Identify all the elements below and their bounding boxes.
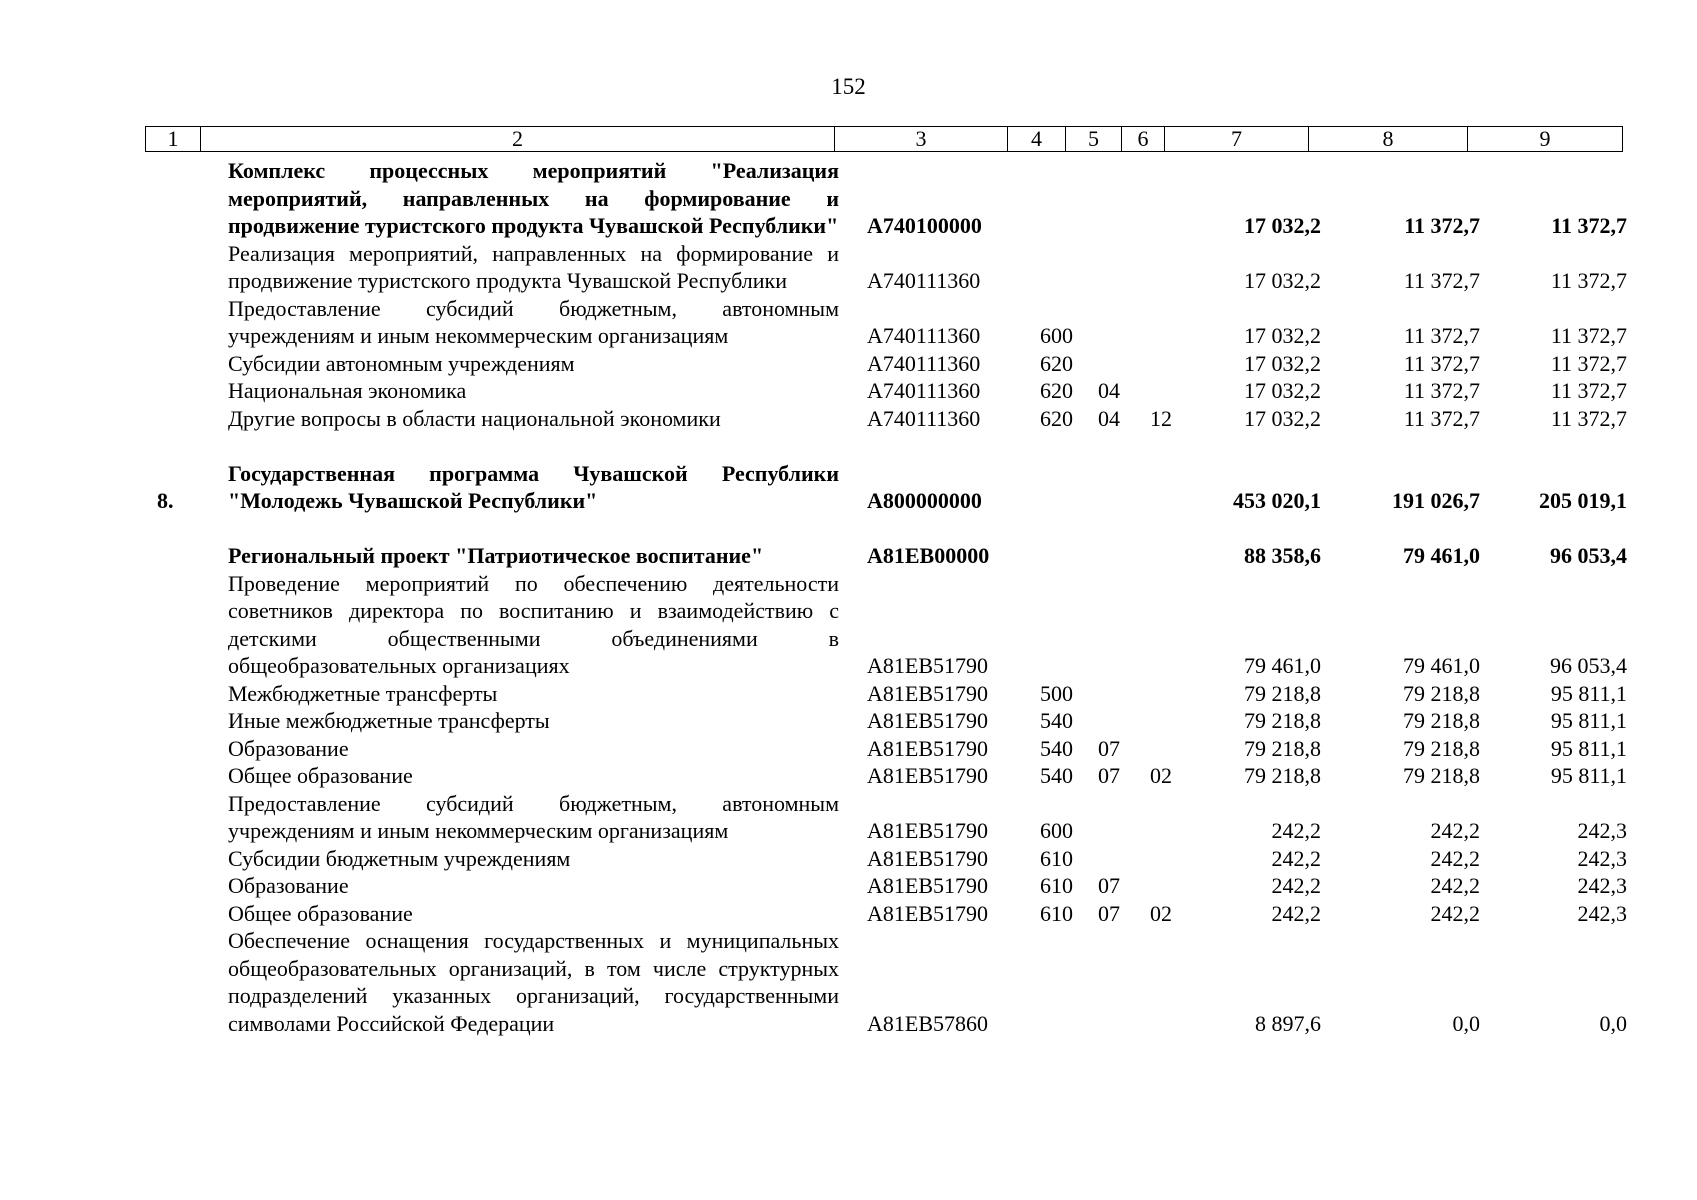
row-value-col7: 88 358,6 xyxy=(1244,543,1321,568)
row-value-col7: 453 020,1 xyxy=(1233,488,1321,513)
row-code: А81ЕВ51790 xyxy=(867,873,988,898)
row-vr: 620 xyxy=(1040,350,1073,376)
table-row xyxy=(145,680,1635,708)
row-code: А740111360 xyxy=(867,378,981,403)
row-name: Образование xyxy=(228,735,349,761)
row-value-col9: 242,3 xyxy=(1577,818,1627,843)
row-name: Государственная программа Чувашской Республики "Молодежь Чувашской Республики" xyxy=(228,460,839,513)
row-vr: 610 xyxy=(1040,845,1073,871)
row-value-col8: 11 372,7 xyxy=(1403,323,1480,348)
table-row xyxy=(145,405,1635,433)
row-code: А81ЕВ51790 xyxy=(867,900,988,926)
row-value-col9: 95 811,1 xyxy=(1550,708,1627,733)
table-row xyxy=(145,735,1635,763)
row-code: А81ЕВ51790 xyxy=(867,680,988,706)
row-rz: 04 xyxy=(1098,405,1120,431)
header-cell-4: 4 xyxy=(1007,127,1065,151)
row-value-col8: 11 372,7 xyxy=(1404,213,1480,238)
row-name: Реализация мероприятий, направленных на формирование и продвижение туристского продукта Чувашской Республики xyxy=(228,240,839,293)
table-row xyxy=(145,570,1635,680)
row-vr: 620 xyxy=(1040,405,1073,431)
row-vr: 540 xyxy=(1040,763,1073,788)
row-number: 8. xyxy=(157,488,174,513)
row-code: А81ЕВ51790 xyxy=(867,653,988,678)
row-vr: 540 xyxy=(1040,708,1073,733)
row-code: А740111360 xyxy=(867,323,981,348)
row-value-col8: 79 218,8 xyxy=(1403,735,1480,761)
row-value-col8: 79 218,8 xyxy=(1403,763,1480,788)
row-name: Региональный проект "Патриотическое воспитание" xyxy=(228,543,764,568)
row-value-col8: 79 461,0 xyxy=(1403,543,1480,568)
row-value-col8: 11 372,7 xyxy=(1403,350,1480,376)
row-value-col7: 17 032,2 xyxy=(1244,405,1321,431)
row-rz: 07 xyxy=(1098,900,1120,926)
row-name: Обеспечение оснащения государственных и муниципальных общеобразовательных организаций, в том числе структурных подразделений указанных организаций, государственными символами Российской Федерации xyxy=(228,928,839,1036)
row-name: Проведение мероприятий по обеспечению деятельности советников директора по воспитанию и взаимодействию с детскими общественными объединениями в общеобразовательных организациях xyxy=(228,570,839,678)
page-number: 152 xyxy=(831,74,866,99)
row-value-col9: 11 372,7 xyxy=(1551,213,1627,238)
row-value-col8: 242,2 xyxy=(1430,900,1480,926)
row-code: А81ЕВ51790 xyxy=(867,763,988,788)
row-value-col8: 0,0 xyxy=(1452,1010,1480,1036)
row-name: Субсидии автономным учреждениям xyxy=(228,350,575,376)
row-name: Другие вопросы в области национальной экономики xyxy=(228,405,721,431)
row-value-col7: 79 218,8 xyxy=(1244,680,1321,706)
table-row xyxy=(145,157,1635,240)
row-value-col9: 11 372,7 xyxy=(1550,405,1627,431)
row-value-col9: 95 811,1 xyxy=(1550,680,1627,706)
table-row xyxy=(145,295,1635,350)
row-name: Межбюджетные трансферты xyxy=(228,680,498,706)
row-code: А81ЕВ51790 xyxy=(867,845,988,871)
row-code: А800000000 xyxy=(867,488,982,513)
row-vr: 500 xyxy=(1040,680,1073,706)
header-cell-5: 5 xyxy=(1065,127,1121,151)
row-value-col8: 242,2 xyxy=(1430,873,1480,898)
row-value-col8: 79 461,0 xyxy=(1403,653,1480,678)
row-value-col8: 242,2 xyxy=(1430,818,1480,843)
row-pr: 12 xyxy=(1150,405,1172,431)
row-value-col7: 242,2 xyxy=(1271,873,1321,898)
row-name: Общее образование xyxy=(228,900,413,926)
row-value-col9: 205 019,1 xyxy=(1539,488,1627,513)
table-row xyxy=(145,790,1635,845)
row-value-col7: 17 032,2 xyxy=(1244,378,1321,403)
row-name: Национальная экономика xyxy=(228,378,467,403)
row-value-col8: 191 026,7 xyxy=(1392,488,1480,513)
row-code: А740100000 xyxy=(867,213,982,238)
table-row xyxy=(145,900,1635,928)
row-code: А81ЕВ51790 xyxy=(867,735,988,761)
row-value-col7: 79 461,0 xyxy=(1244,653,1321,678)
table-header xyxy=(145,126,1623,152)
row-vr: 610 xyxy=(1040,900,1073,926)
row-value-col9: 95 811,1 xyxy=(1550,735,1627,761)
row-name: Образование xyxy=(228,873,349,898)
header-cell-1: 1 xyxy=(167,126,179,151)
row-value-col7: 17 032,2 xyxy=(1244,350,1321,376)
row-value-col8: 79 218,8 xyxy=(1403,680,1480,706)
row-value-col7: 242,2 xyxy=(1271,845,1321,871)
row-name: Иные межбюджетные трансферты xyxy=(228,708,550,733)
row-vr: 600 xyxy=(1040,323,1073,348)
row-value-col8: 79 218,8 xyxy=(1403,708,1480,733)
row-value-col9: 11 372,7 xyxy=(1550,268,1627,293)
header-cell-7: 7 xyxy=(1164,127,1308,151)
row-name: Субсидии бюджетным учреждениям xyxy=(228,845,571,871)
row-value-col8: 11 372,7 xyxy=(1403,405,1480,431)
row-code: А81ЕВ57860 xyxy=(867,1010,988,1036)
table-row xyxy=(145,845,1635,873)
row-value-col8: 242,2 xyxy=(1430,845,1480,871)
row-value-col9: 0,0 xyxy=(1599,1010,1627,1036)
row-name: Комплекс процессных мероприятий "Реализация мероприятий, направленных на формирование и продвижение туристского продукта Чувашской Республики" xyxy=(228,158,839,238)
header-cell-9: 9 xyxy=(1467,127,1622,151)
row-code: А740111360 xyxy=(867,268,981,293)
row-value-col7: 79 218,8 xyxy=(1244,763,1321,788)
row-pr: 02 xyxy=(1150,900,1172,926)
row-value-col9: 242,3 xyxy=(1577,845,1627,871)
table-body xyxy=(145,157,1635,1037)
row-value-col9: 242,3 xyxy=(1577,873,1627,898)
table-row xyxy=(145,542,1635,570)
row-vr: 600 xyxy=(1040,818,1073,843)
table-row xyxy=(145,927,1635,1037)
row-value-col9: 11 372,7 xyxy=(1550,378,1627,403)
table-row xyxy=(145,240,1635,295)
row-rz: 07 xyxy=(1098,735,1120,761)
row-name: Общее образование xyxy=(228,763,413,788)
row-code: А81ЕВ00000 xyxy=(867,543,990,568)
header-cell-6: 6 xyxy=(1121,127,1164,151)
table-row xyxy=(145,762,1635,790)
row-rz: 07 xyxy=(1098,763,1120,788)
row-pr: 02 xyxy=(1150,763,1172,788)
row-value-col7: 17 032,2 xyxy=(1244,323,1321,348)
row-value-col9: 96 053,4 xyxy=(1550,543,1627,568)
row-value-col9: 96 053,4 xyxy=(1550,653,1627,678)
row-vr: 610 xyxy=(1040,873,1073,898)
row-code: А81ЕВ51790 xyxy=(867,708,988,733)
row-value-col7: 17 032,2 xyxy=(1244,268,1321,293)
row-name: Предоставление субсидий бюджетным, автономным учреждениям и иным некоммерческим организациям xyxy=(228,295,839,348)
row-value-col8: 11 372,7 xyxy=(1403,378,1480,403)
table-row xyxy=(145,350,1635,378)
row-value-col9: 11 372,7 xyxy=(1550,323,1627,348)
row-code: А81ЕВ51790 xyxy=(867,818,988,843)
table-row xyxy=(145,377,1635,405)
row-value-col7: 8 897,6 xyxy=(1255,1010,1321,1036)
row-value-col7: 17 032,2 xyxy=(1244,213,1321,238)
row-rz: 04 xyxy=(1098,378,1120,403)
row-value-col9: 95 811,1 xyxy=(1550,763,1627,788)
row-rz: 07 xyxy=(1098,873,1120,898)
row-value-col7: 242,2 xyxy=(1271,818,1321,843)
row-name: Предоставление субсидий бюджетным, автономным учреждениям и иным некоммерческим организациям xyxy=(228,790,839,843)
row-vr: 620 xyxy=(1040,378,1073,403)
row-value-col7: 79 218,8 xyxy=(1244,735,1321,761)
header-cell-8: 8 xyxy=(1308,127,1467,151)
table-row xyxy=(145,872,1635,900)
row-value-col7: 242,2 xyxy=(1271,900,1321,926)
row-code: А740111360 xyxy=(867,350,981,376)
row-value-col8: 11 372,7 xyxy=(1403,268,1480,293)
row-value-col9: 11 372,7 xyxy=(1550,350,1627,376)
row-vr: 540 xyxy=(1040,735,1073,761)
header-cell-3: 3 xyxy=(834,127,1007,151)
header-cell-2: 2 xyxy=(200,127,834,151)
row-value-col9: 242,3 xyxy=(1577,900,1627,926)
row-code: А740111360 xyxy=(867,405,981,431)
table-row xyxy=(145,460,1635,515)
table-row xyxy=(145,707,1635,735)
row-value-col7: 79 218,8 xyxy=(1244,708,1321,733)
